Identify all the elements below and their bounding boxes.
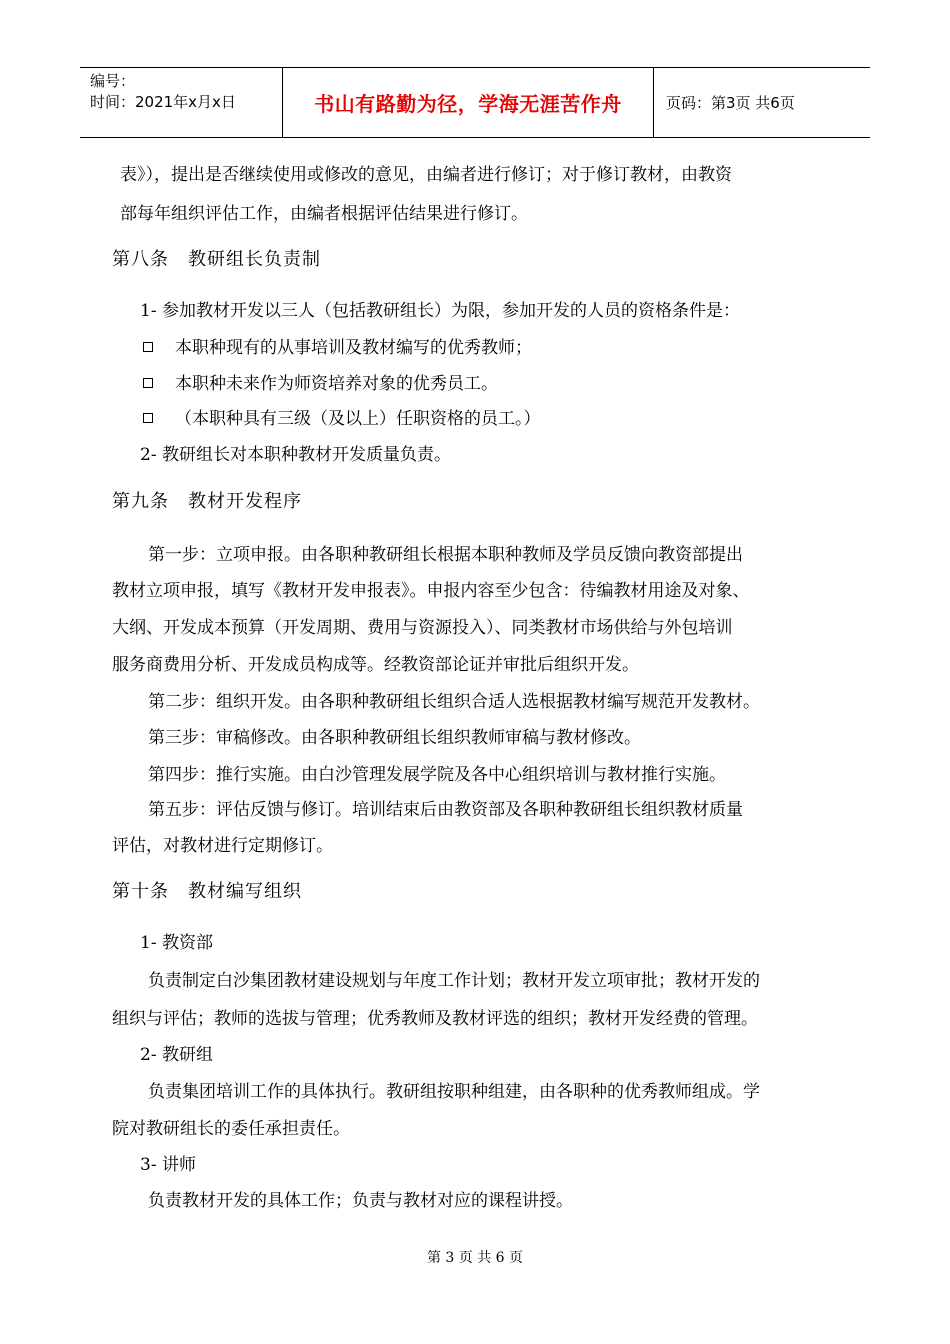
checkbox-icon [143,378,153,388]
article-8-bullet-2 [143,369,498,394]
continued-line-1: 表》），提出是否继续使用或修改的意见，由编者进行修订；对于修订教材，由教资 [120,165,732,185]
article-9-step-4: 第四步：推行实施。由白沙管理发展学院及各中心组织培训与教材推行实施。 [148,765,726,785]
bullet-text: （本职种具有三级（及以上）任职资格的员工。） [175,409,541,429]
article-9-step-1-line-3: 大纲、开发成本预算（开发周期、费用与资源投入）、同类教材市场供给与外包培训 [112,618,733,638]
number-label: 编号： [90,72,136,90]
article-10-item-1-line-2: 组织与评估；教师的选拔与管理；优秀教师及教材评选的组织；教材开发经费的管理。 [112,1009,758,1029]
header-left-cell [80,68,283,137]
article-9-step-5-line-2: 评估，对教材进行定期修订。 [112,836,333,856]
continued-line-2: 部每年组织评估工作，由编者根据评估结果进行修订。 [120,204,528,224]
article-10-item-2-title: 2- 教研组 [140,1045,213,1065]
article-10-item-1-line-1: 负责制定白沙集团教材建设规划与年度工作计划；教材开发立项审批；教材开发的 [148,971,760,991]
article-10-item-3-title: 3- 讲师 [140,1155,196,1175]
page-footer: 第 3 页 共 6 页 [426,1250,524,1266]
header-slogan: 书山有路勤为径，学海无涯苦作舟 [283,68,654,137]
article-9-step-1-line-1: 第一步：立项申报。由各职种教研组长根据本职种教师及学员反馈向教资部提出 [148,545,743,565]
checkbox-icon [143,342,153,352]
article-9-heading: 第九条 教材开发程序 [112,491,302,512]
article-9-step-3: 第三步：审稿修改。由各职种教研组长组织教师审稿与教材修改。 [148,728,641,748]
article-8-item-1: 1- 参加教材开发以三人（包括教研组长）为限，参加开发的人员的资格条件是： [140,301,740,321]
article-8-item-2: 2- 教研组长对本职种教材开发质量负责。 [140,445,451,465]
article-10-item-2-line-1: 负责集团培训工作的具体执行。教研组按职种组建，由各职种的优秀教师组成。学 [148,1082,760,1102]
header-page-info: 页码：第3页 共6页 [666,94,795,112]
article-9-step-1-line-4: 服务商费用分析、开发成员构成等。经教资部论证并审批后组织开发。 [112,655,639,675]
time-label: 时间：2021年x月x日 [90,93,236,111]
article-8-bullet-3 [143,404,541,429]
article-9-step-2: 第二步：组织开发。由各职种教研组长组织合适人选根据教材编写规范开发教材。 [148,692,760,712]
article-10-item-3-line-1: 负责教材开发的具体工作；负责与教材对应的课程讲授。 [148,1191,573,1211]
article-8-bullet-1 [143,333,532,358]
article-10-item-2-line-2: 院对教研组长的委任承担责任。 [112,1119,350,1139]
article-10-item-1-title: 1- 教资部 [140,933,213,953]
article-10-heading: 第十条 教材编写组织 [112,881,302,902]
checkbox-icon [143,413,153,423]
article-8-heading: 第八条 教研组长负责制 [112,249,321,270]
article-9-step-1-line-2: 教材立项申报，填写《教材开发申报表》。申报内容至少包含：待编教材用途及对象、 [112,581,750,601]
bullet-text: 本职种未来作为师资培养对象的优秀员工。 [175,374,498,394]
article-9-step-5-line-1: 第五步：评估反馈与修订。培训结束后由教资部及各职种教研组长组织教材质量 [148,800,743,820]
bullet-text: 本职种现有的从事培训及教材编写的优秀教师； [175,338,532,358]
page-header [80,67,870,138]
